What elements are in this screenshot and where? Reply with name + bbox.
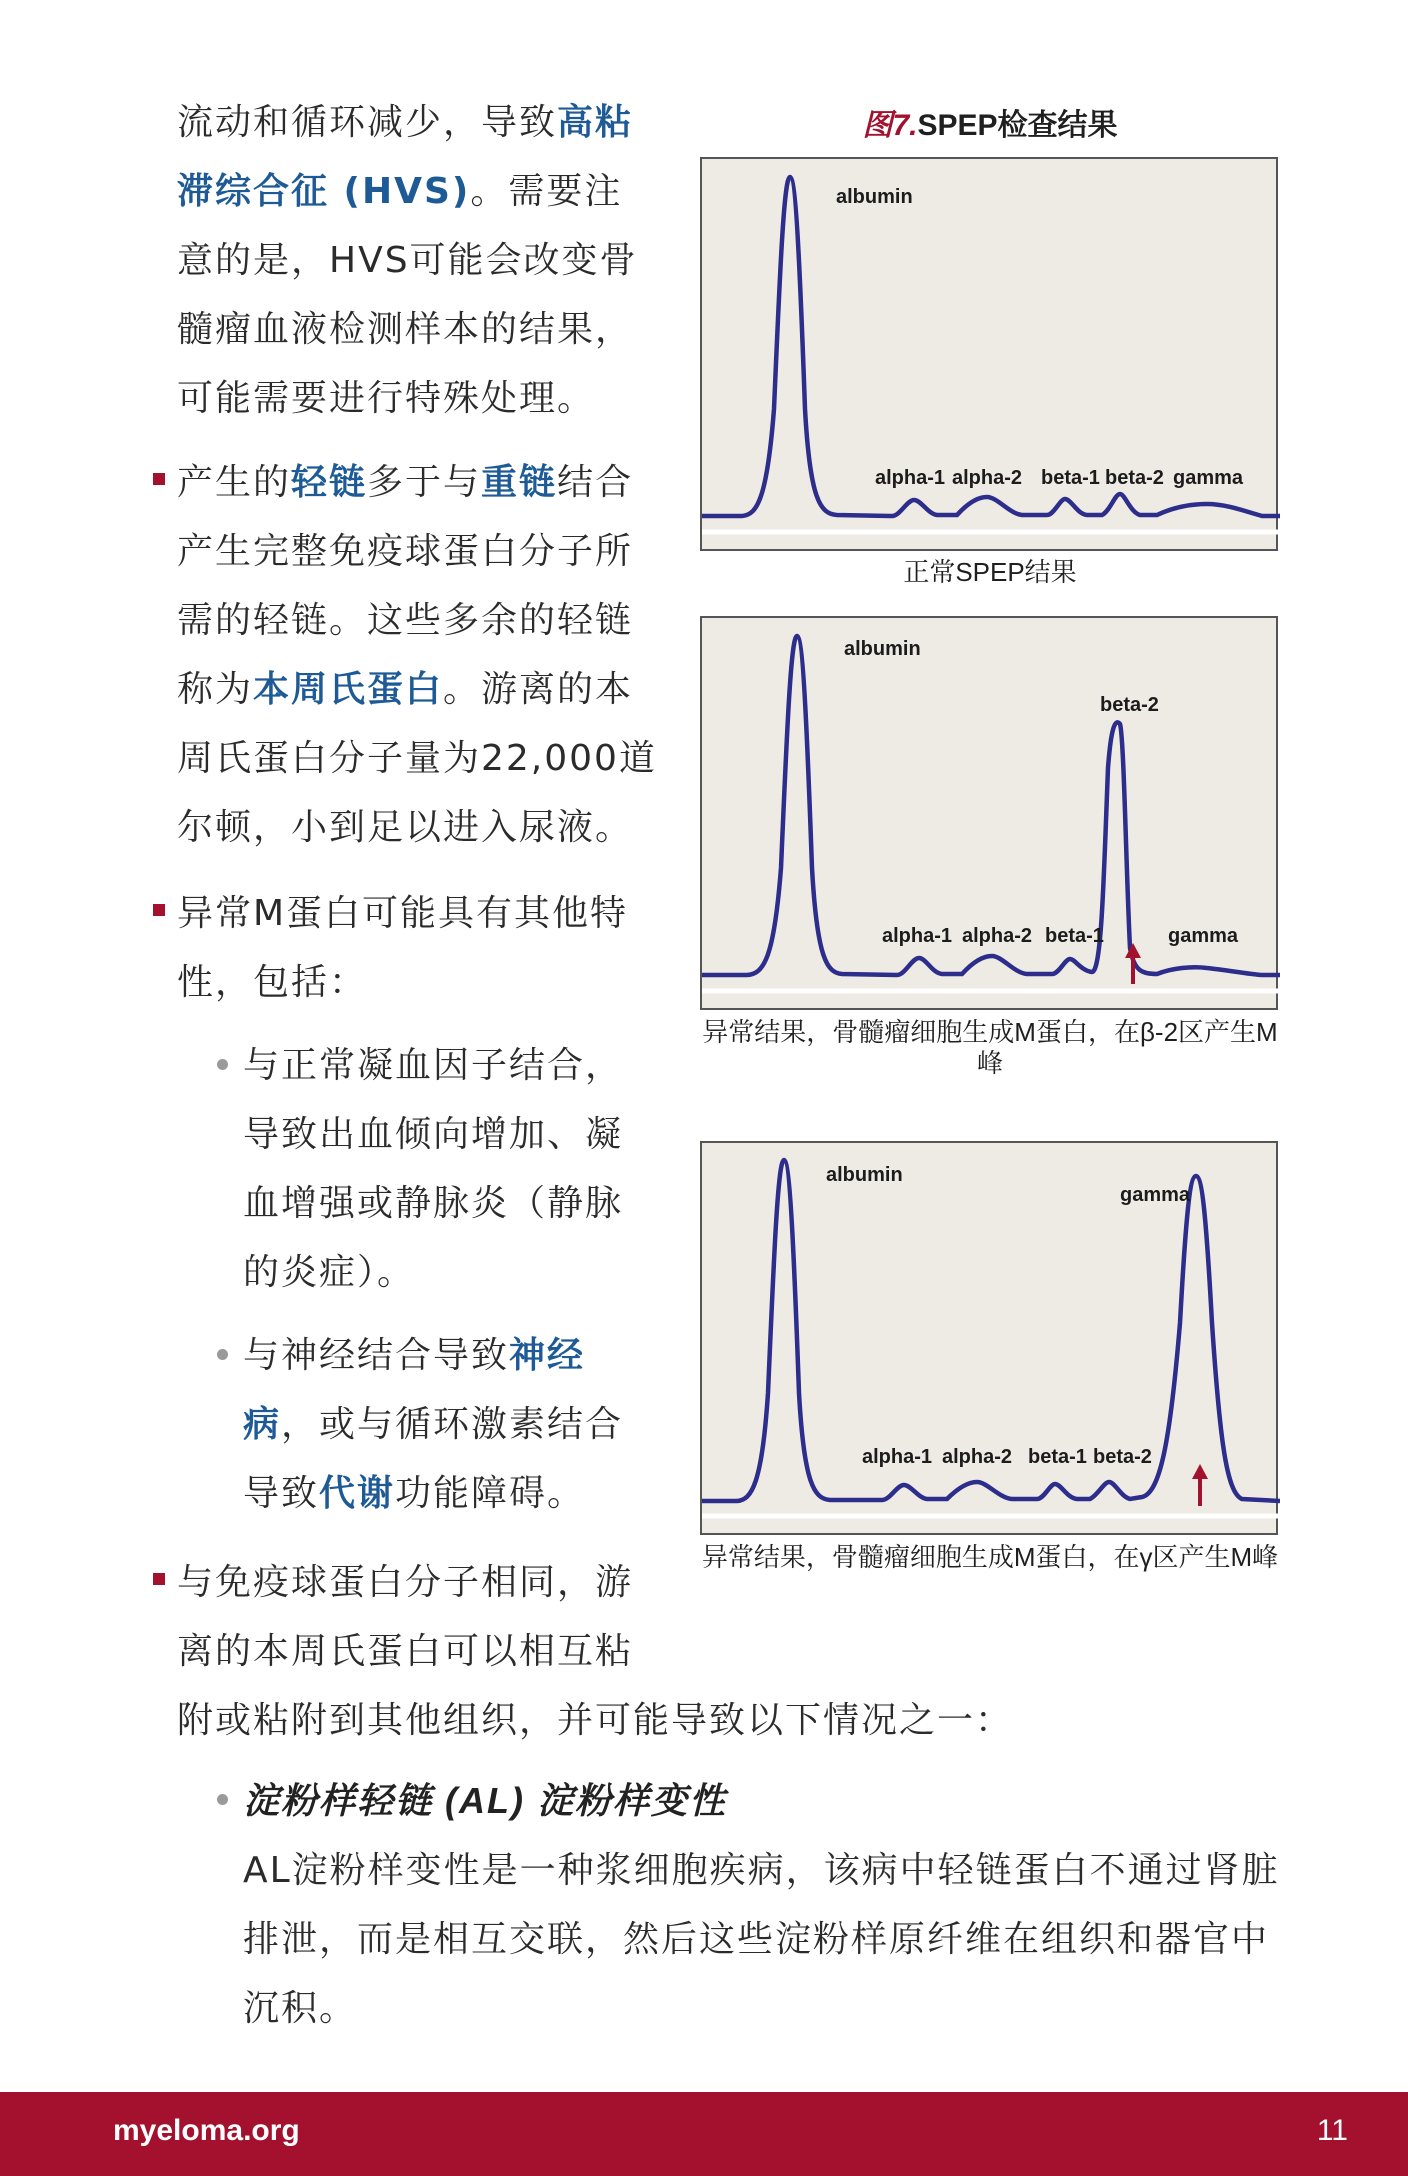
chart-label: beta-2 xyxy=(1100,694,1159,716)
text: 异常M蛋白可能具有其他特性，包括： xyxy=(177,893,629,1003)
chart-label: alpha-1 xyxy=(862,1446,933,1468)
amyloidosis-heading: 淀粉样轻链 (AL) 淀粉样变性 xyxy=(243,1780,727,1821)
chart-label: alpha-2 xyxy=(962,925,1033,947)
sub-bullet-marker xyxy=(217,1794,228,1805)
text: 功能障碍。 xyxy=(395,1473,586,1514)
chart-label: albumin xyxy=(826,1164,903,1186)
chart-label: beta-1 xyxy=(1041,467,1100,489)
footer-bar xyxy=(0,2092,1408,2176)
figure-number: 图7. xyxy=(862,109,918,142)
term-light-chain[interactable]: 轻链 xyxy=(291,462,368,503)
text: ，或与循环激素结合导致 xyxy=(243,1404,624,1514)
paragraph-hvs xyxy=(177,88,657,433)
sub-bullet-marker xyxy=(217,1349,228,1360)
text: 多于与 xyxy=(367,462,482,503)
text: 结合产生完整免疫球蛋白分子所需的轻链。这些多余的轻链称为 xyxy=(177,462,634,710)
bullet-marker xyxy=(153,904,165,916)
text: 与正常凝血因子结合，导致出血倾向增加、凝血增强或静脉炎（静脉的炎症）。 xyxy=(243,1045,624,1293)
text: 与神经结合导致 xyxy=(243,1335,510,1376)
amyloidosis-body: AL淀粉样变性是一种浆细胞疾病，该病中轻链蛋白不通过肾脏排泄，而是相互交联，然后这些淀粉样原纤维在组织和器官中沉积。 xyxy=(243,1850,1280,2029)
bullet-marker xyxy=(153,1573,165,1585)
bullet-sticky-cont: 附或粘附到其他组织，并可能导致以下情况之一： xyxy=(177,1700,1014,1741)
chart-label: albumin xyxy=(844,638,921,660)
chart-label: gamma xyxy=(1168,925,1239,947)
chart-caption: 正常SPEP结果 xyxy=(903,557,1077,587)
spep-chart-normal xyxy=(700,157,1278,551)
footer-site-link[interactable]: myeloma.org xyxy=(113,2114,300,2147)
chart-label: alpha-2 xyxy=(952,467,1023,489)
chart-label: alpha-2 xyxy=(942,1446,1013,1468)
page-number: 11 xyxy=(1316,2114,1348,2147)
text: 与免疫球蛋白分子相同，游离的本周氏蛋白可以相互粘 xyxy=(177,1562,634,1672)
figure-title xyxy=(700,100,1280,144)
chart-label: beta-1 xyxy=(1028,1446,1087,1468)
chart-caption: 异常结果，骨髓瘤细胞生成M蛋白，在γ区产生M峰 xyxy=(701,1542,1279,1572)
spep-chart-gamma xyxy=(700,1141,1278,1535)
chart-label: alpha-1 xyxy=(875,467,946,489)
spep-plot xyxy=(702,1143,1280,1537)
chart-label: gamma xyxy=(1120,1184,1191,1206)
text: 产生的 xyxy=(177,462,292,503)
text: 流动和循环减少，导致 xyxy=(177,102,558,143)
bullet-light-chains xyxy=(177,448,657,862)
spep-trace xyxy=(702,177,1280,516)
spep-chart-beta2 xyxy=(700,616,1278,1010)
bullet-marker xyxy=(153,473,165,485)
text: 。需要注意的是，HVS可能会改变骨髓瘤血液检测样本的结果，可能需要进行特殊处理。 xyxy=(177,171,638,419)
chart-label: beta-2 xyxy=(1105,467,1164,489)
term-neuropathy[interactable]: 神经病 xyxy=(243,1335,586,1445)
m-spike-arrow xyxy=(1125,943,1141,984)
sub-bullet-nerves xyxy=(243,1321,657,1528)
term-bence-jones[interactable]: 本周氏蛋白 xyxy=(253,669,444,710)
chart-label: albumin xyxy=(836,186,913,208)
sub-bullet-marker xyxy=(217,1059,228,1070)
spep-plot xyxy=(702,618,1280,1012)
term-hvs[interactable]: 高粘滞综合征 (HVS) xyxy=(177,102,634,212)
chart-label: alpha-1 xyxy=(882,925,953,947)
bullet-sticky xyxy=(177,1548,657,1686)
term-metabolism[interactable]: 代谢 xyxy=(319,1473,396,1514)
figure-title-text: SPEP检查结果 xyxy=(917,109,1118,142)
text: 。游离的本周氏蛋白分子量为22,000道尔顿，小到足以进入尿液。 xyxy=(177,669,657,848)
m-spike-arrow xyxy=(1192,1464,1208,1506)
chart-caption: 异常结果，骨髓瘤细胞生成M蛋白，在β-2区产生M峰 xyxy=(702,1017,1278,1078)
term-heavy-chain[interactable]: 重链 xyxy=(481,462,558,503)
sub-bullet-clotting xyxy=(243,1031,657,1307)
chart-label: beta-1 xyxy=(1045,925,1104,947)
chart-label: gamma xyxy=(1173,467,1244,489)
bullet-m-protein xyxy=(177,879,657,1017)
chart-label: beta-2 xyxy=(1093,1446,1152,1468)
spep-plot xyxy=(702,159,1280,553)
